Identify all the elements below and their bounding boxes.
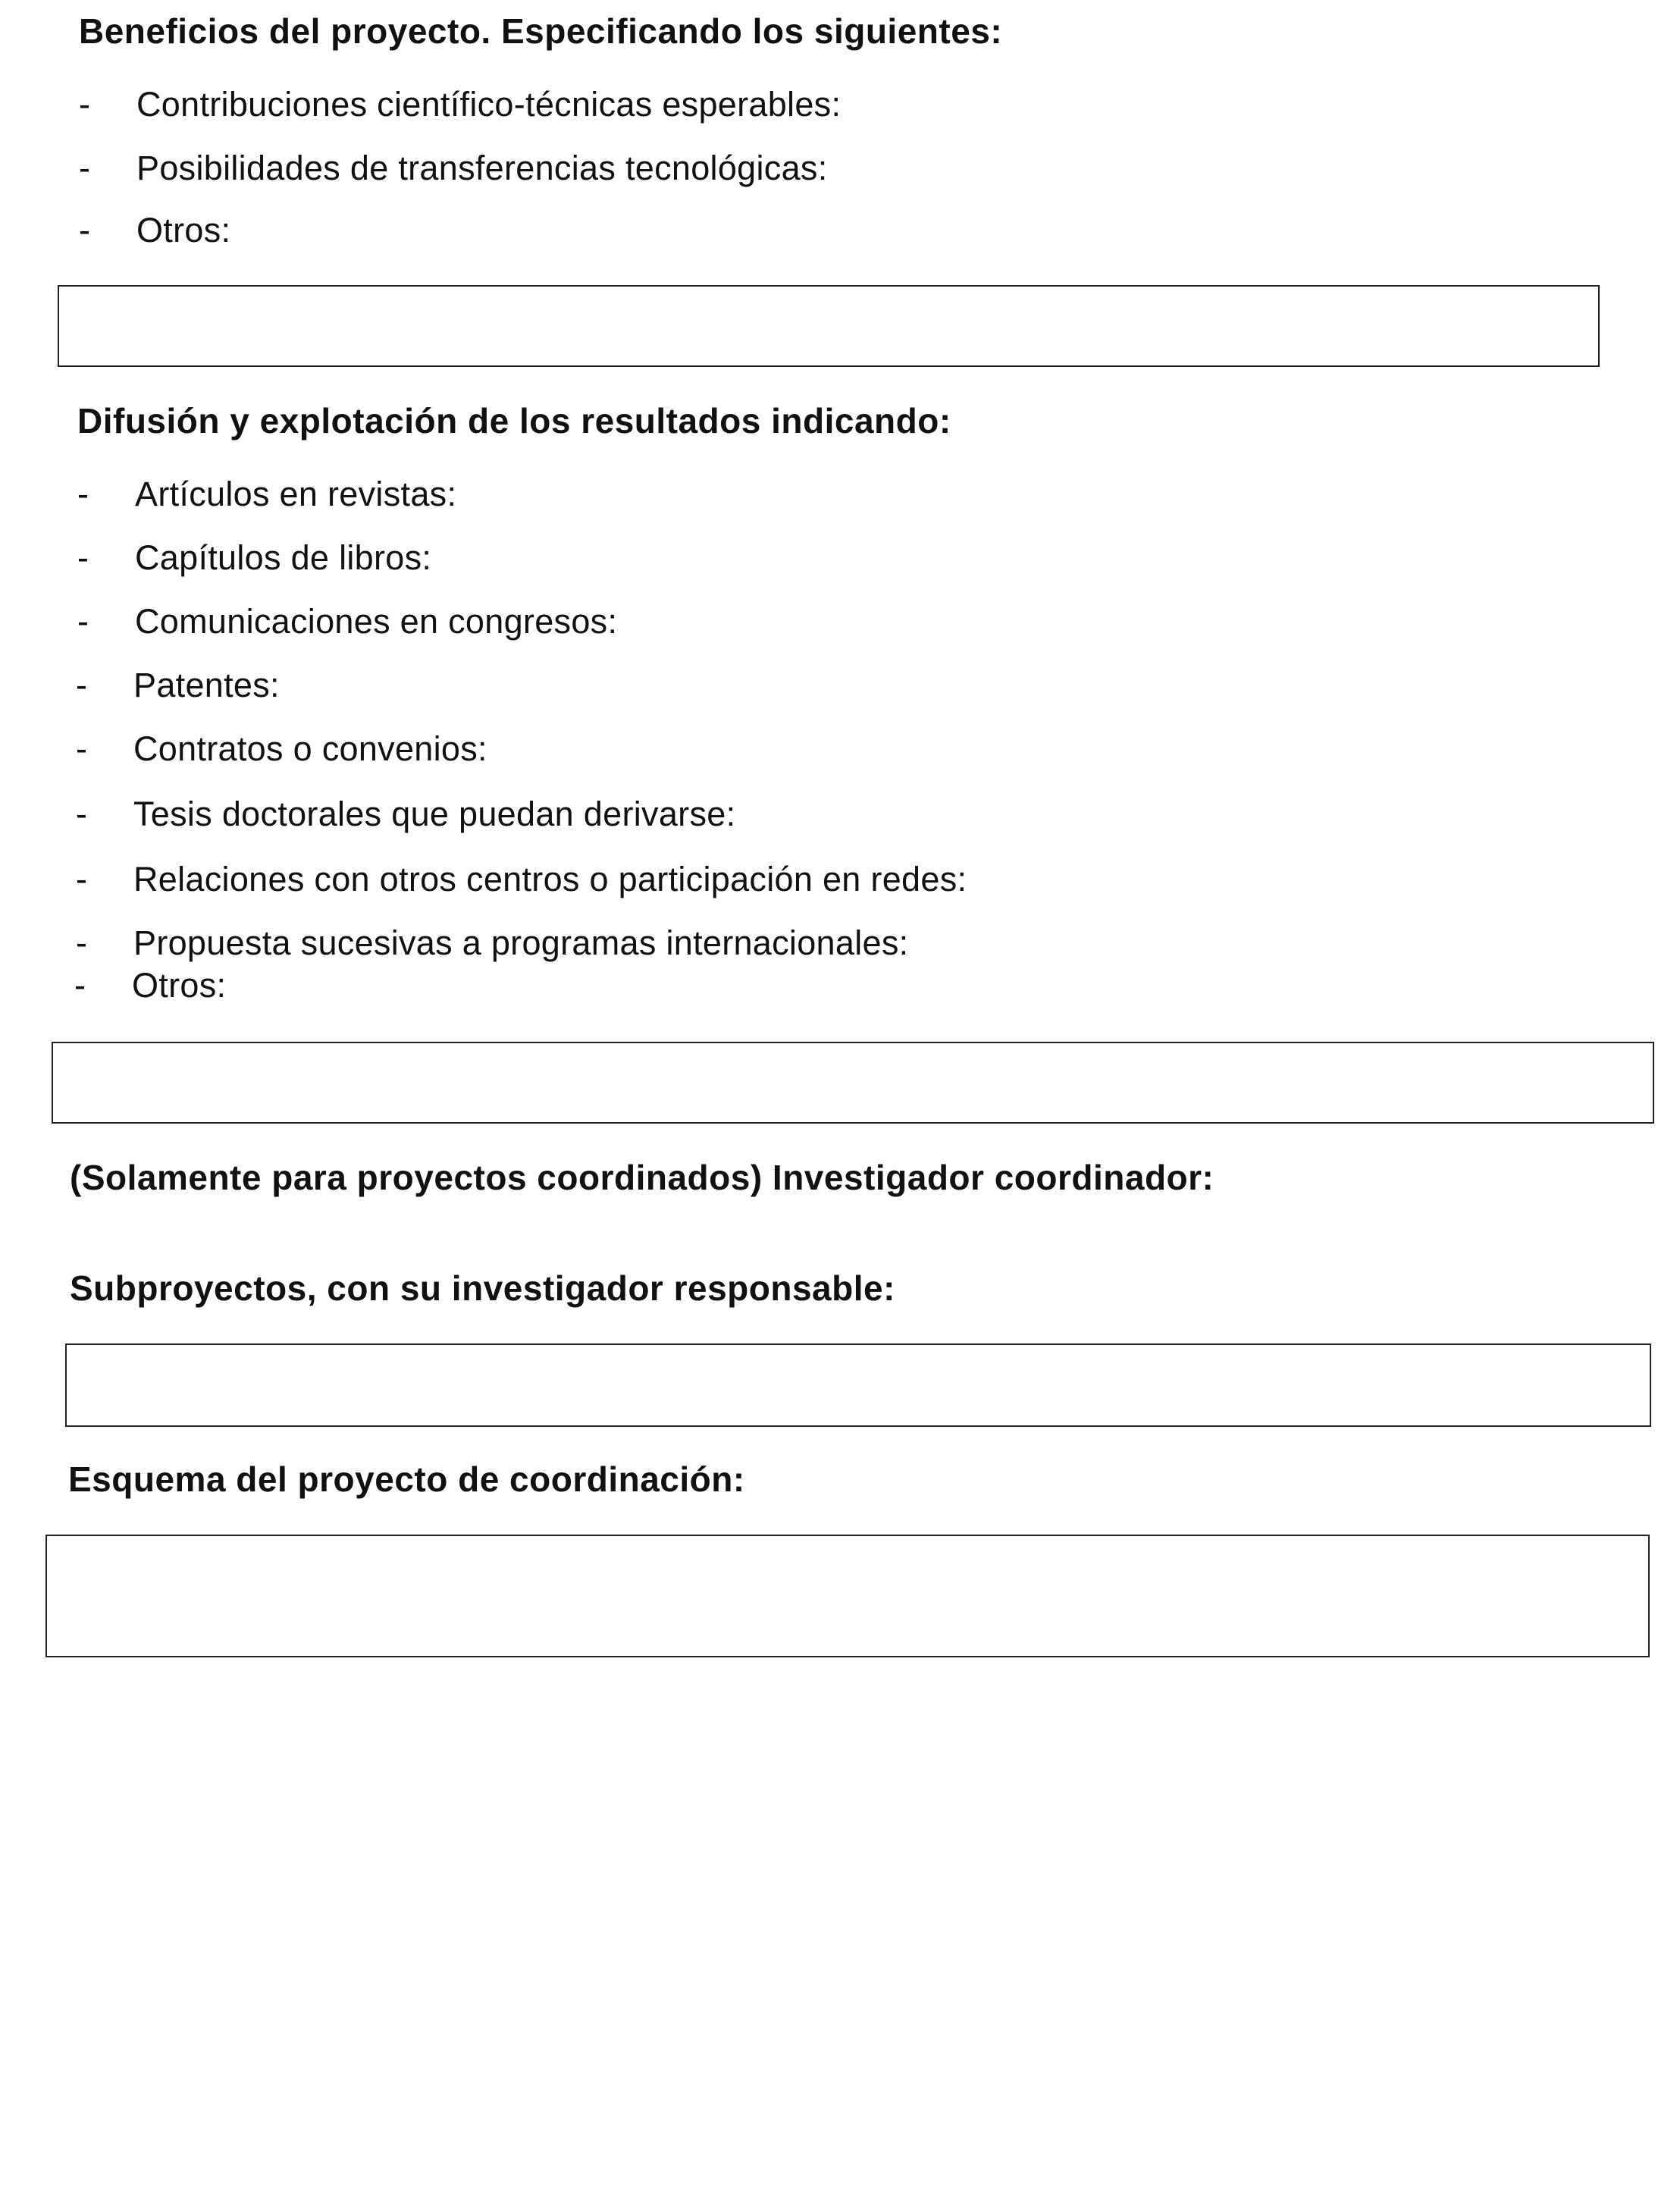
beneficios-answer-box[interactable]	[58, 285, 1600, 367]
list-item-label: Otros:	[136, 211, 231, 249]
section-heading-esquema: Esquema del proyecto de coordinación:	[68, 1459, 745, 1499]
bullet-dash: -	[76, 795, 88, 833]
bullet-dash: -	[77, 475, 89, 513]
list-item-label: Posibilidades de transferencias tecnológicas:	[136, 149, 828, 187]
bullet-dash: -	[77, 602, 89, 641]
bullet-dash: -	[76, 860, 88, 898]
bullet-dash: -	[77, 538, 89, 577]
section-heading-coordinador: (Solamente para proyectos coordinados) Investigador coordinador:	[70, 1158, 1215, 1197]
bullet-dash: -	[79, 85, 91, 124]
list-item-label: Comunicaciones en congresos:	[135, 602, 618, 641]
esquema-answer-box[interactable]	[45, 1535, 1650, 1657]
bullet-dash: -	[76, 666, 88, 704]
list-item-label: Capítulos de libros:	[135, 538, 432, 577]
list-item-label: Relaciones con otros centros o participación en redes:	[133, 860, 967, 898]
list-item-label: Patentes:	[133, 666, 280, 704]
difusion-answer-box[interactable]	[52, 1042, 1654, 1124]
list-item-label: Tesis doctorales que puedan derivarse:	[133, 795, 736, 833]
list-item-label: Contratos o convenios:	[133, 729, 487, 768]
bullet-dash: -	[79, 149, 91, 187]
list-item-label: Propuesta sucesivas a programas internacionales:	[133, 923, 909, 962]
bullet-dash: -	[74, 966, 86, 1005]
subproyectos-answer-box[interactable]	[65, 1343, 1651, 1427]
bullet-dash: -	[76, 923, 88, 962]
bullet-dash: -	[79, 211, 91, 249]
section-heading-subproyectos: Subproyectos, con su investigador responsable:	[70, 1268, 895, 1308]
list-item-label: Artículos en revistas:	[135, 475, 457, 513]
bullet-dash: -	[76, 729, 88, 768]
list-item-label: Otros:	[132, 966, 227, 1005]
section-heading-difusion: Difusión y explotación de los resultados indicando:	[77, 401, 951, 441]
list-item-label: Contribuciones científico-técnicas esperables:	[136, 85, 842, 124]
section-heading-beneficios: Beneficios del proyecto. Especificando los siguientes:	[79, 11, 1003, 51]
